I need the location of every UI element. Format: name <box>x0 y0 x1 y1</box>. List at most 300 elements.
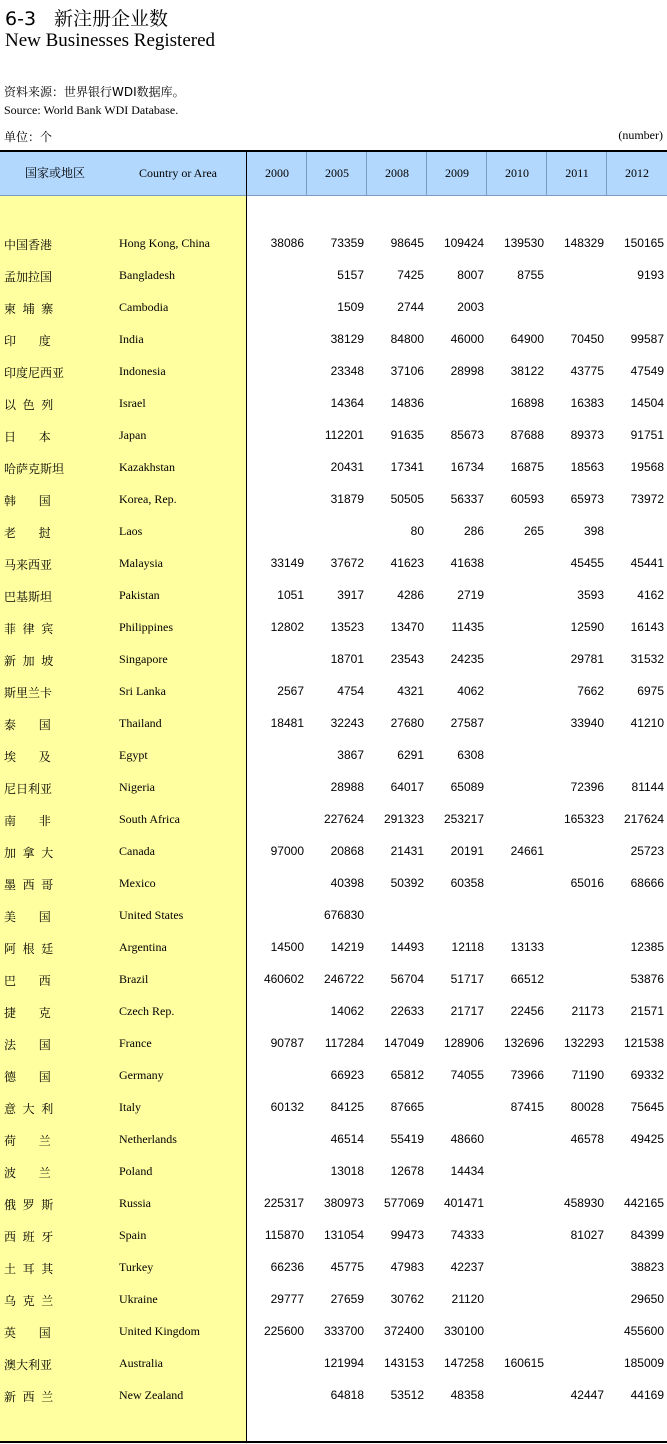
value-cell-2010: 64900 <box>510 332 544 346</box>
country-name-en: Canada <box>119 844 155 858</box>
value-cell-2009: 8007 <box>457 268 484 282</box>
table-row <box>0 1219 667 1251</box>
value-cell-2011: 65016 <box>570 876 604 890</box>
country-name-en: Nigeria <box>119 780 155 794</box>
value-cell-2009: 20191 <box>450 844 484 858</box>
table-row <box>0 1027 667 1059</box>
value-cell-2005: 5157 <box>337 268 364 282</box>
value-cell-2000: 225317 <box>263 1196 304 1210</box>
table-row <box>0 835 667 867</box>
value-cell-2008: 80 <box>410 524 424 538</box>
country-name-zh: 捷克 <box>4 1006 74 1020</box>
value-cell-2009: 41638 <box>450 556 484 570</box>
value-cell-2008: 147049 <box>383 1036 424 1050</box>
table-row <box>0 483 667 515</box>
table-row <box>0 323 667 355</box>
value-cell-2000: 460602 <box>263 972 304 986</box>
value-cell-2010: 38122 <box>510 364 544 378</box>
country-name-zh: 斯里兰卡 <box>4 686 53 700</box>
country-name-zh: 印度尼西亚 <box>4 366 65 380</box>
value-cell-2005: 1509 <box>337 300 364 314</box>
country-name-zh: 墨西哥 <box>4 878 60 892</box>
value-cell-2005: 84125 <box>330 1100 364 1114</box>
value-cell-2008: 98645 <box>390 236 424 250</box>
value-cell-2008: 27680 <box>390 716 424 730</box>
value-cell-2009: 51717 <box>450 972 484 986</box>
value-cell-2011: 89373 <box>570 428 604 442</box>
value-cell-2005: 13018 <box>330 1164 364 1178</box>
value-cell-2010: 24661 <box>510 844 544 858</box>
value-cell-2005: 40398 <box>330 876 364 890</box>
value-cell-2012: 75645 <box>630 1100 664 1114</box>
table-row <box>0 771 667 803</box>
value-cell-2011: 16383 <box>570 396 604 410</box>
country-name-en: Netherlands <box>119 1132 177 1146</box>
country-name-zh: 土耳其 <box>4 1262 60 1276</box>
value-cell-2009: 21717 <box>450 1004 484 1018</box>
country-name-en: Malaysia <box>119 556 163 570</box>
value-cell-2009: 48358 <box>450 1388 484 1402</box>
value-cell-2009: 56337 <box>450 492 484 506</box>
table-row <box>0 579 667 611</box>
value-cell-2012: 29650 <box>630 1292 664 1306</box>
value-cell-2008: 87665 <box>390 1100 424 1114</box>
country-name-zh: 荷兰 <box>4 1134 74 1148</box>
value-cell-2010: 13133 <box>510 940 544 954</box>
value-cell-2011: 65973 <box>570 492 604 506</box>
country-name-zh: 美国 <box>4 910 74 924</box>
country-name-en: Argentina <box>119 940 167 954</box>
header-year-2010: 2010 <box>486 152 547 195</box>
value-cell-2012: 53876 <box>630 972 664 986</box>
table-row <box>0 931 667 963</box>
country-name-en: Mexico <box>119 876 156 890</box>
value-cell-2011: 12590 <box>570 620 604 634</box>
value-cell-2009: 28998 <box>450 364 484 378</box>
country-name-zh: 韩国 <box>4 494 74 508</box>
country-name-en: Brazil <box>119 972 149 986</box>
value-cell-2005: 64818 <box>330 1388 364 1402</box>
value-cell-2008: 143153 <box>383 1356 424 1370</box>
value-cell-2010: 87688 <box>510 428 544 442</box>
value-cell-2012: 31532 <box>630 652 664 666</box>
country-name-zh: 波兰 <box>4 1166 74 1180</box>
value-cell-2012: 4162 <box>637 588 664 602</box>
country-name-zh: 泰国 <box>4 718 74 732</box>
value-cell-2010: 16875 <box>510 460 544 474</box>
header-year-2011: 2011 <box>546 152 607 195</box>
value-cell-2012: 150165 <box>623 236 664 250</box>
value-cell-2005: 227624 <box>323 812 364 826</box>
value-cell-2005: 20868 <box>330 844 364 858</box>
country-name-zh: 老挝 <box>4 526 74 540</box>
value-cell-2008: 30762 <box>390 1292 424 1306</box>
value-cell-2008: 65812 <box>390 1068 424 1082</box>
value-cell-2011: 46578 <box>570 1132 604 1146</box>
value-cell-2009: 147258 <box>443 1356 484 1370</box>
value-cell-2011: 45455 <box>570 556 604 570</box>
country-name-zh: 日本 <box>4 430 74 444</box>
value-cell-2012: 6975 <box>637 684 664 698</box>
country-name-zh: 孟加拉国 <box>4 270 53 284</box>
value-cell-2000: 33149 <box>270 556 304 570</box>
value-cell-2012: 25723 <box>630 844 664 858</box>
value-cell-2005: 37672 <box>330 556 364 570</box>
country-name-zh: 印度 <box>4 334 74 348</box>
value-cell-2009: 74055 <box>450 1068 484 1082</box>
country-name-en: Bangladesh <box>119 268 175 282</box>
country-name-zh: 南非 <box>4 814 74 828</box>
table-row <box>0 355 667 387</box>
value-cell-2012: 84399 <box>630 1228 664 1242</box>
table-row <box>0 1315 667 1347</box>
country-name-zh: 加拿大 <box>4 846 60 860</box>
value-cell-2005: 14219 <box>330 940 364 954</box>
value-cell-2005: 121994 <box>323 1356 364 1370</box>
country-name-zh: 巴西 <box>4 974 74 988</box>
value-cell-2008: 577069 <box>383 1196 424 1210</box>
value-cell-2008: 99473 <box>390 1228 424 1242</box>
value-cell-2011: 21173 <box>571 1004 604 1018</box>
table-number: 6-3 <box>5 8 37 30</box>
country-name-zh: 英国 <box>4 1326 74 1340</box>
value-cell-2011: 3593 <box>577 588 604 602</box>
country-name-zh: 新西兰 <box>4 1390 60 1404</box>
value-cell-2008: 2744 <box>397 300 424 314</box>
value-cell-2000: 66236 <box>270 1260 304 1274</box>
value-cell-2012: 455600 <box>623 1324 664 1338</box>
country-name-en: Israel <box>119 396 146 410</box>
table-row <box>0 227 667 259</box>
value-cell-2008: 4321 <box>397 684 424 698</box>
value-cell-2005: 131054 <box>323 1228 364 1242</box>
value-cell-2008: 21431 <box>390 844 424 858</box>
country-name-en: Australia <box>119 1356 163 1370</box>
header-year-2012: 2012 <box>606 152 667 195</box>
value-cell-2005: 14364 <box>330 396 364 410</box>
value-cell-2008: 37106 <box>390 364 424 378</box>
value-cell-2011: 7662 <box>577 684 604 698</box>
source-note-zh: 资料来源：世界银行WDI数据库。 <box>4 85 185 99</box>
value-cell-2009: 330100 <box>443 1324 484 1338</box>
header-country-zh: 国家或地区 <box>24 166 85 180</box>
value-cell-2012: 121538 <box>623 1036 664 1050</box>
value-cell-2008: 50505 <box>390 492 424 506</box>
country-name-zh: 尼日利亚 <box>4 782 53 796</box>
page-title-en: New Businesses Registered <box>5 30 216 51</box>
unit-label-en: (number) <box>618 128 663 142</box>
table-row <box>0 867 667 899</box>
country-name-en: United Kingdom <box>119 1324 200 1338</box>
country-name-en: South Africa <box>119 812 180 826</box>
value-cell-2009: 4062 <box>457 684 484 698</box>
table-body <box>0 227 667 1411</box>
country-name-zh: 埃及 <box>4 750 74 764</box>
value-cell-2012: 99587 <box>630 332 664 346</box>
table-row <box>0 451 667 483</box>
value-cell-2008: 372400 <box>383 1324 424 1338</box>
country-name-en: Pakistan <box>119 588 160 602</box>
value-cell-2009: 21120 <box>451 1292 484 1306</box>
value-cell-2005: 46514 <box>330 1132 364 1146</box>
value-cell-2012: 19568 <box>630 460 664 474</box>
value-cell-2005: 27659 <box>330 1292 364 1306</box>
value-cell-2012: 68666 <box>630 876 664 890</box>
value-cell-2005: 13523 <box>330 620 364 634</box>
value-cell-2005: 20431 <box>330 460 364 474</box>
value-cell-2009: 24235 <box>450 652 484 666</box>
table-row <box>0 547 667 579</box>
value-cell-2012: 38823 <box>630 1260 664 1274</box>
value-cell-2008: 22633 <box>390 1004 424 1018</box>
value-cell-2005: 28988 <box>330 780 364 794</box>
value-cell-2005: 333700 <box>323 1324 364 1338</box>
country-name-zh: 乌克兰 <box>4 1294 60 1308</box>
value-cell-2011: 42447 <box>570 1388 604 1402</box>
value-cell-2000: 2567 <box>277 684 304 698</box>
value-cell-2012: 41210 <box>630 716 664 730</box>
value-cell-2008: 53512 <box>390 1388 424 1402</box>
value-cell-2005: 112201 <box>324 428 364 442</box>
value-cell-2005: 73359 <box>330 236 364 250</box>
value-cell-2012: 16143 <box>630 620 664 634</box>
value-cell-2008: 41623 <box>390 556 424 570</box>
header-country-en: Country or Area <box>139 166 217 180</box>
table-row <box>0 643 667 675</box>
country-name-zh: 马来西亚 <box>4 558 53 572</box>
value-cell-2005: 676830 <box>323 908 364 922</box>
value-cell-2009: 253217 <box>443 812 484 826</box>
value-cell-2009: 11435 <box>451 620 484 634</box>
value-cell-2010: 73966 <box>510 1068 544 1082</box>
table-row <box>0 1283 667 1315</box>
value-cell-2010: 66512 <box>510 972 544 986</box>
table-bottom-rule <box>0 1441 667 1443</box>
value-cell-2000: 14500 <box>270 940 304 954</box>
value-cell-2005: 23348 <box>330 364 364 378</box>
country-name-en: Russia <box>119 1196 152 1210</box>
table-row <box>0 1155 667 1187</box>
country-name-zh: 以色列 <box>4 398 60 412</box>
value-cell-2000: 12802 <box>270 620 304 634</box>
table-row <box>0 1187 667 1219</box>
value-cell-2009: 12118 <box>451 940 484 954</box>
title-zh-text: 新注册企业数 <box>54 8 169 30</box>
table-row <box>0 611 667 643</box>
table-row <box>0 675 667 707</box>
unit-label-zh: 单位：个 <box>4 130 53 144</box>
value-cell-2012: 81144 <box>631 780 664 794</box>
value-cell-2010: 87415 <box>510 1100 544 1114</box>
country-name-zh: 柬埔寨 <box>4 302 60 316</box>
value-cell-2000: 60132 <box>270 1100 304 1114</box>
value-cell-2005: 32243 <box>330 716 364 730</box>
country-name-en: Germany <box>119 1068 164 1082</box>
country-name-zh: 意大利 <box>4 1102 60 1116</box>
value-cell-2010: 160615 <box>503 1356 544 1370</box>
country-name-en: Philippines <box>119 620 174 634</box>
value-cell-2008: 14836 <box>390 396 424 410</box>
value-cell-2009: 60358 <box>450 876 484 890</box>
value-cell-2000: 18481 <box>270 716 304 730</box>
value-cell-2005: 3917 <box>337 588 364 602</box>
value-cell-2005: 3867 <box>337 748 364 762</box>
value-cell-2010: 22456 <box>510 1004 544 1018</box>
value-cell-2009: 74333 <box>450 1228 484 1242</box>
value-cell-2005: 246722 <box>323 972 364 986</box>
value-cell-2011: 71190 <box>571 1068 604 1082</box>
country-name-en: India <box>119 332 144 346</box>
value-cell-2011: 29781 <box>570 652 604 666</box>
value-cell-2000: 1051 <box>277 588 304 602</box>
value-cell-2008: 17341 <box>390 460 424 474</box>
country-name-en: France <box>119 1036 152 1050</box>
value-cell-2005: 380973 <box>323 1196 364 1210</box>
country-name-en: Indonesia <box>119 364 166 378</box>
value-cell-2011: 80028 <box>570 1100 604 1114</box>
country-name-en: Japan <box>119 428 147 442</box>
value-cell-2011: 33940 <box>570 716 604 730</box>
country-name-zh: 菲律宾 <box>4 622 60 636</box>
value-cell-2011: 81027 <box>570 1228 604 1242</box>
value-cell-2005: 117284 <box>324 1036 364 1050</box>
value-cell-2011: 43775 <box>570 364 604 378</box>
country-name-en: Egypt <box>119 748 148 762</box>
value-cell-2008: 6291 <box>397 748 424 762</box>
table-row <box>0 1251 667 1283</box>
value-cell-2009: 14434 <box>450 1164 484 1178</box>
country-name-en: Thailand <box>119 716 162 730</box>
value-cell-2011: 458930 <box>563 1196 604 1210</box>
value-cell-2008: 84800 <box>390 332 424 346</box>
value-cell-2005: 14062 <box>330 1004 364 1018</box>
value-cell-2011: 72396 <box>570 780 604 794</box>
country-name-zh: 澳大利亚 <box>4 1358 53 1372</box>
table-row <box>0 739 667 771</box>
value-cell-2008: 4286 <box>397 588 424 602</box>
value-cell-2008: 13470 <box>390 620 424 634</box>
table-row <box>0 515 667 547</box>
value-cell-2000: 29777 <box>270 1292 304 1306</box>
country-name-en: Czech Rep. <box>119 1004 175 1018</box>
table-row <box>0 707 667 739</box>
country-name-en: United States <box>119 908 184 922</box>
country-name-en: Sri Lanka <box>119 684 166 698</box>
table-row <box>0 1347 667 1379</box>
value-cell-2012: 44169 <box>630 1388 664 1402</box>
country-name-en: Ukraine <box>119 1292 158 1306</box>
value-cell-2000: 97000 <box>270 844 304 858</box>
table-row <box>0 803 667 835</box>
value-cell-2012: 91751 <box>630 428 664 442</box>
value-cell-2008: 14493 <box>390 940 424 954</box>
value-cell-2000: 225600 <box>263 1324 304 1338</box>
value-cell-2011: 70450 <box>570 332 604 346</box>
value-cell-2008: 47983 <box>390 1260 424 1274</box>
country-name-en: Italy <box>119 1100 141 1114</box>
country-name-en: Cambodia <box>119 300 169 314</box>
value-cell-2008: 7425 <box>397 268 424 282</box>
value-cell-2005: 31879 <box>330 492 364 506</box>
country-name-zh: 西班牙 <box>4 1230 60 1244</box>
value-cell-2010: 8755 <box>517 268 544 282</box>
value-cell-2005: 4754 <box>337 684 364 698</box>
value-cell-2012: 73972 <box>630 492 664 506</box>
value-cell-2011: 148329 <box>563 236 604 250</box>
value-cell-2011: 398 <box>583 524 604 538</box>
value-cell-2009: 46000 <box>450 332 484 346</box>
value-cell-2012: 14504 <box>630 396 664 410</box>
value-cell-2011: 132293 <box>563 1036 604 1050</box>
header-year-2005: 2005 <box>306 152 367 195</box>
value-cell-2008: 50392 <box>390 876 424 890</box>
value-cell-2011: 18563 <box>570 460 604 474</box>
value-cell-2012: 21571 <box>630 1004 664 1018</box>
value-cell-2009: 48660 <box>450 1132 484 1146</box>
country-name-zh: 新加坡 <box>4 654 60 668</box>
country-name-zh: 德国 <box>4 1070 74 1084</box>
country-name-en: Turkey <box>119 1260 154 1274</box>
value-cell-2009: 2719 <box>457 588 484 602</box>
value-cell-2011: 165323 <box>563 812 604 826</box>
table-header <box>0 152 667 196</box>
value-cell-2009: 27587 <box>450 716 484 730</box>
value-cell-2000: 115870 <box>264 1228 304 1242</box>
value-cell-2009: 109424 <box>443 236 484 250</box>
value-cell-2005: 45775 <box>330 1260 364 1274</box>
table-row <box>0 1123 667 1155</box>
table-row <box>0 1091 667 1123</box>
table-row <box>0 387 667 419</box>
table-row <box>0 291 667 323</box>
value-cell-2009: 6308 <box>457 748 484 762</box>
value-cell-2008: 12678 <box>390 1164 424 1178</box>
source-note-en: Source: World Bank WDI Database. <box>4 103 179 117</box>
page-title-zh <box>5 4 168 31</box>
header-year-2009: 2009 <box>426 152 487 195</box>
value-cell-2012: 217624 <box>623 812 664 826</box>
value-cell-2012: 9193 <box>637 268 664 282</box>
table-row <box>0 995 667 1027</box>
header-year-2000: 2000 <box>246 152 307 195</box>
value-cell-2010: 16898 <box>510 396 544 410</box>
value-cell-2000: 90787 <box>270 1036 304 1050</box>
country-name-en: Spain <box>119 1228 147 1242</box>
value-cell-2008: 56704 <box>390 972 424 986</box>
value-cell-2008: 291323 <box>383 812 424 826</box>
value-cell-2008: 23543 <box>390 652 424 666</box>
value-cell-2009: 65089 <box>450 780 484 794</box>
country-name-zh: 巴基斯坦 <box>4 590 53 604</box>
value-cell-2012: 49425 <box>630 1132 664 1146</box>
value-cell-2009: 401471 <box>443 1196 484 1210</box>
country-name-zh: 法国 <box>4 1038 74 1052</box>
value-cell-2009: 85673 <box>450 428 484 442</box>
value-cell-2009: 128906 <box>443 1036 484 1050</box>
country-name-en: Poland <box>119 1164 153 1178</box>
value-cell-2010: 60593 <box>510 492 544 506</box>
value-cell-2010: 139530 <box>503 236 544 250</box>
country-name-zh: 阿根廷 <box>4 942 60 956</box>
value-cell-2009: 2003 <box>457 300 484 314</box>
country-name-en: Singapore <box>119 652 168 666</box>
value-cell-2008: 55419 <box>390 1132 424 1146</box>
country-name-en: New Zealand <box>119 1388 184 1402</box>
value-cell-2012: 12385 <box>630 940 664 954</box>
country-name-zh: 俄罗斯 <box>4 1198 60 1212</box>
table-row <box>0 963 667 995</box>
table-row <box>0 1059 667 1091</box>
